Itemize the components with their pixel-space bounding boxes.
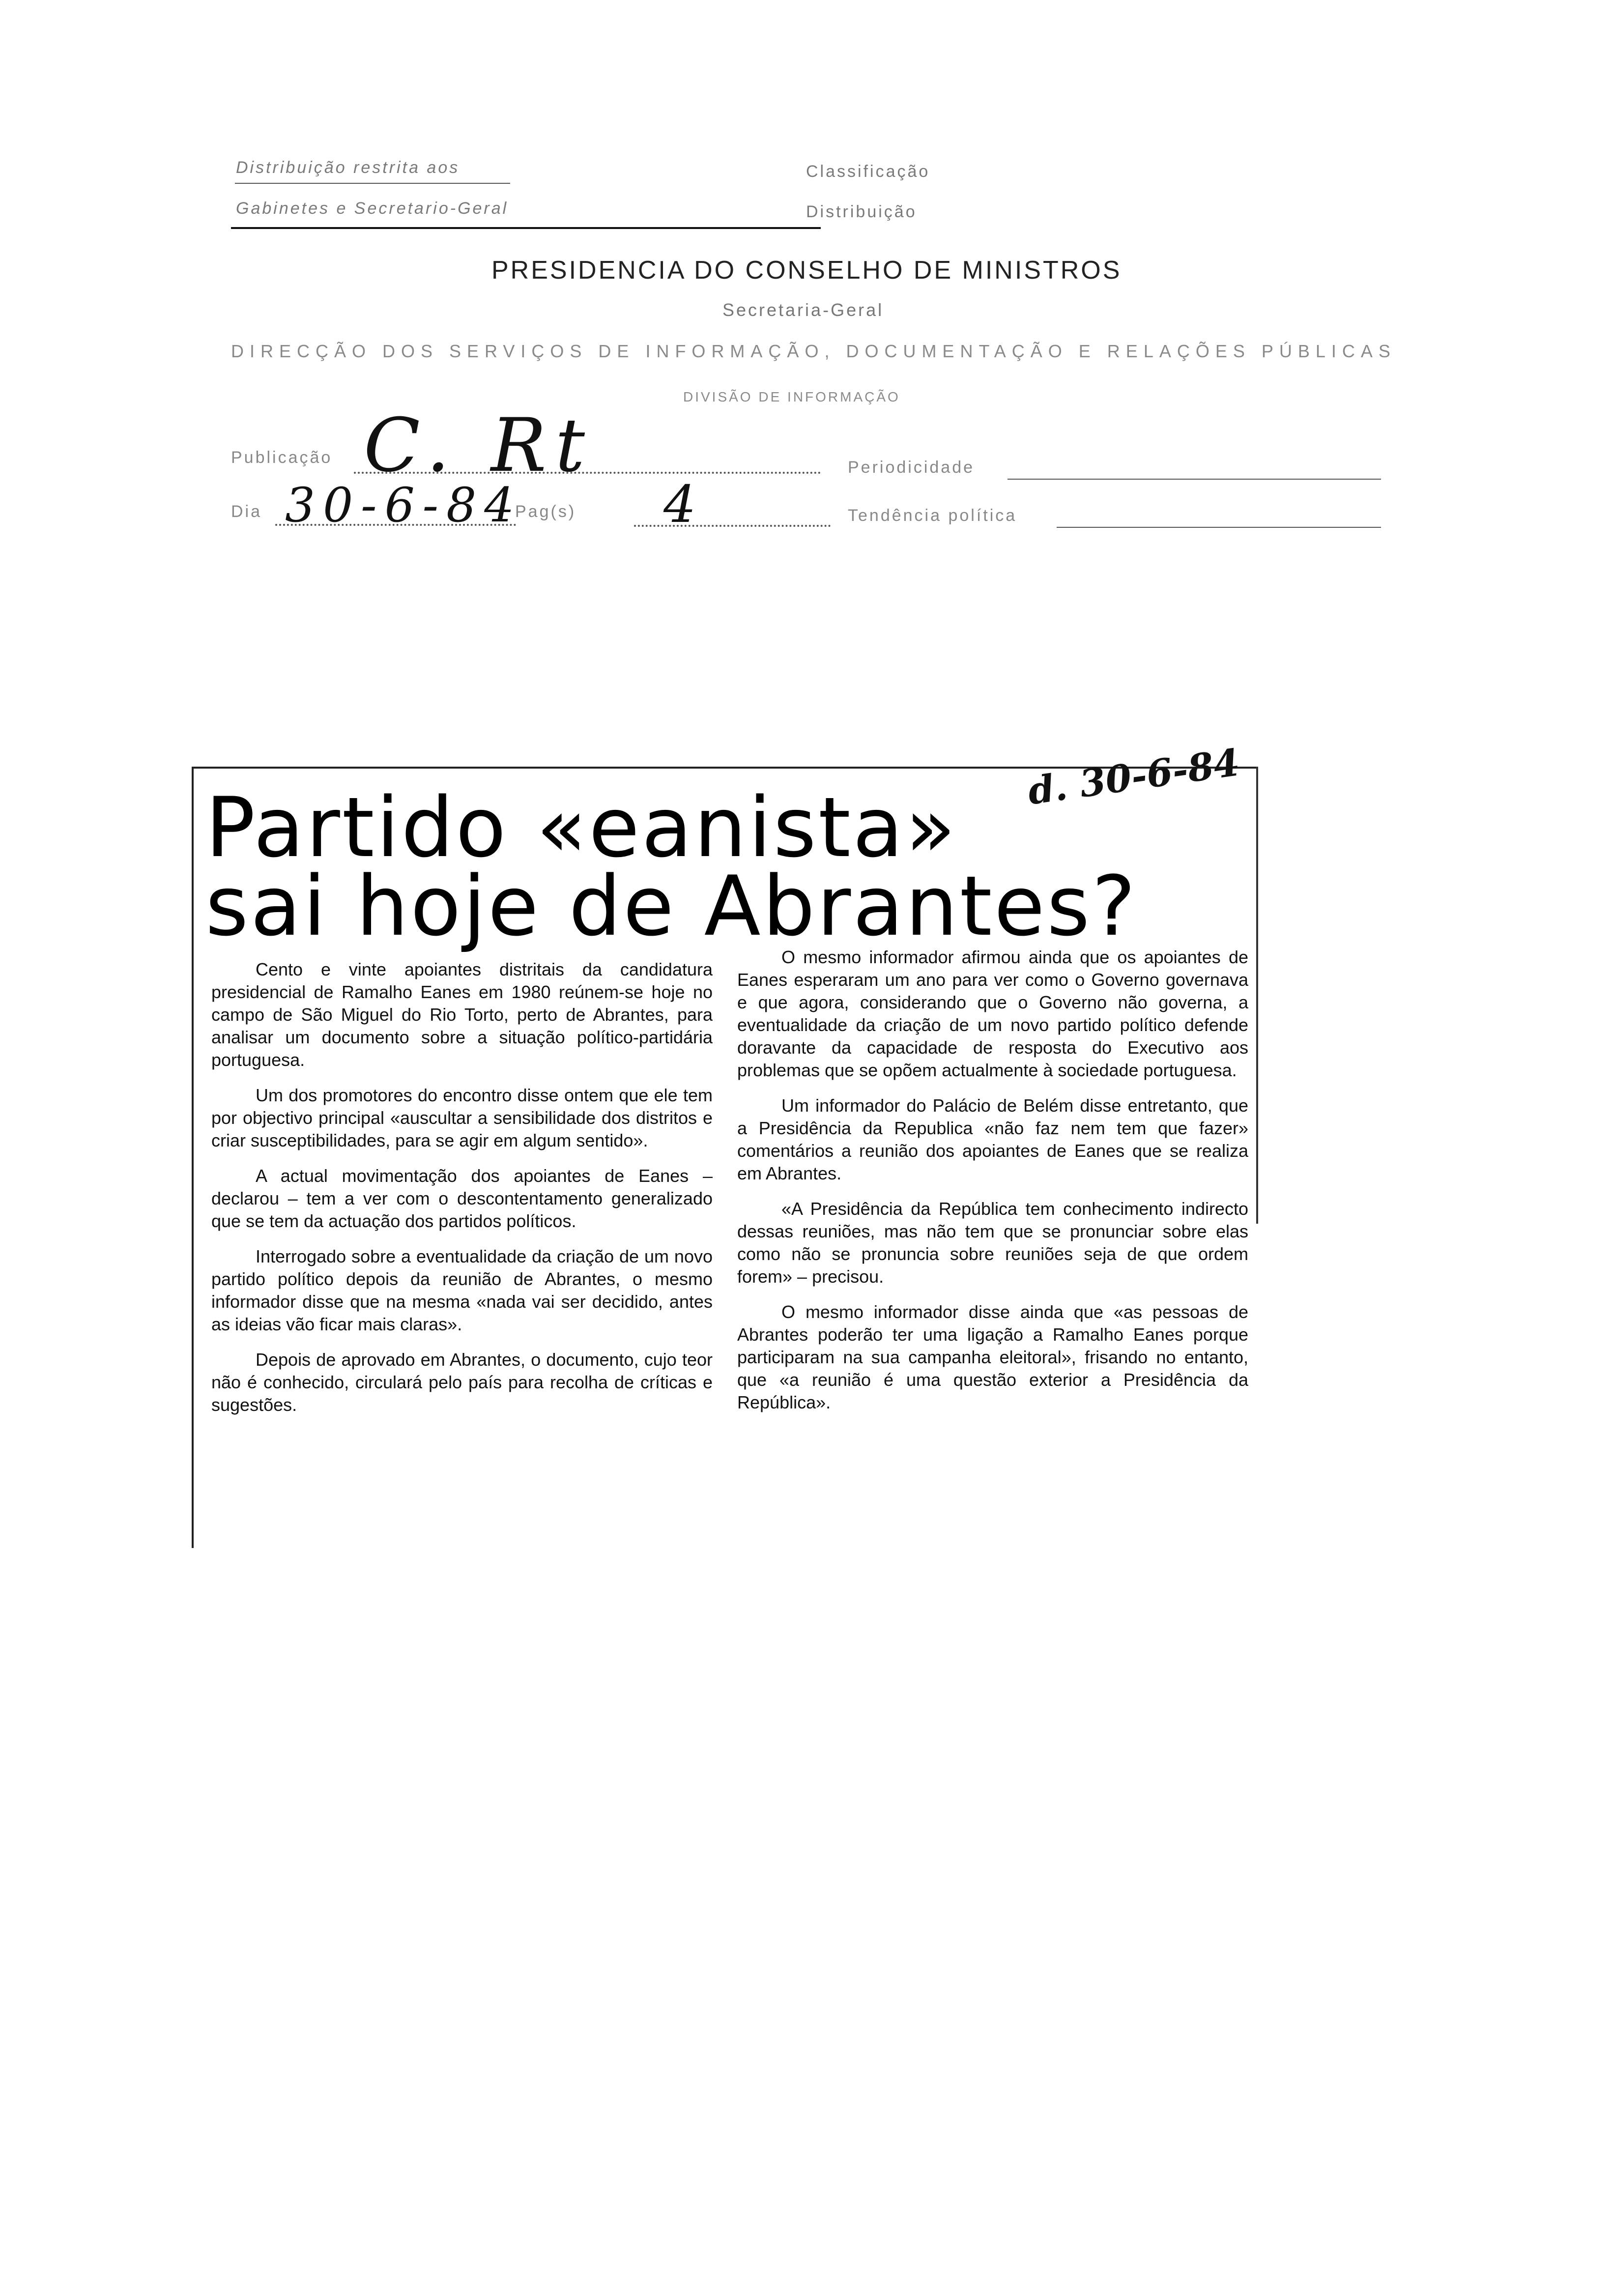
handwritten-date-note: d. 30-6-84 [1025,740,1242,813]
tendency-label: Tendência política [848,506,1017,525]
header-rule [231,227,821,229]
page-line [634,525,831,527]
day-label: Dia [231,502,262,521]
classification-label: Classificação [806,162,930,181]
article-right-column [737,946,1248,1427]
secretariat-subtitle: Secretaria-Geral [722,300,884,320]
distribution-underline-1 [235,183,510,184]
division-line: DIVISÃO DE INFORMAÇÃO [683,389,900,404]
article-paragraph: A actual movimentação dos apoiantes de Eanes – declarou – tem a ver com o descontentamento generalizado que se tem da actuação dos partidos políticos. [211,1166,713,1231]
article-paragraph: Um informador do Palácio de Belém disse entretanto, que a Presidência da Republica «não faz nem tem que fazer» comentários a reunião dos apoiantes de Eanes que se realiza em Abrantes. [737,1095,1248,1183]
publication-label: Publicação [231,448,333,467]
distribution-restriction-line2: Gabinetes e Secretario-Geral [236,199,509,218]
periodicity-label: Periodicidade [848,458,975,477]
day-line [275,524,516,526]
article-paragraph: O mesmo informador disse ainda que «as pessoas de Abrantes poderão ter uma ligação a Ramalho Eanes porque participaram na sua campanha eleitoral», frisando no entanto, que «a reunião é uma questão exterior a Presidência da República». [737,1302,1248,1412]
clipping-left-border [192,767,194,1548]
distribution-label: Distribuição [806,202,917,221]
publication-line [354,472,821,474]
tendency-line [1057,527,1381,528]
article-paragraph: Um dos promotores do encontro disse ontem que ele tem por objectivo principal «auscultar a sensibilidade dos distritos e criar susceptibilidades, para se agir em algum sentido». [211,1085,713,1150]
article-paragraph: Cento e vinte apoiantes distritais da candidatura presidencial de Ramalho Eanes em 1980 reúnem-se hoje no campo de São Miguel do Rio Torto, perto de Abrantes, para analisar um documento sobre a situação político-partidária portuguesa. [211,959,713,1070]
article-paragraph: Interrogado sobre a eventualidade da criação de um novo partido político depois da reunião de Abrantes, o mesmo informador disse que na mesma «nada vai ser decidido, antes as ideias vão ficar mais claras». [211,1246,713,1334]
page-label: Pag(s) [515,502,576,521]
article-left-column [211,958,713,1429]
periodicity-line [1008,479,1381,480]
directorate-line: DIRECÇÃO DOS SERVIÇOS DE INFORMAÇÃO, DOCUMENTAÇÃO E RELAÇÕES PÚBLICAS [231,341,1396,361]
page-value: 4 [663,474,696,534]
institution-title: PRESIDENCIA DO CONSELHO DE MINISTROS [491,256,1122,285]
article-paragraph: «A Presidência da República tem conhecimento indirecto dessas reuniões, mas não tem que se pronunciar sobre elas como não se pronuncia sobre reuniões seja de que ordem forem» – precisou. [737,1199,1248,1287]
headline-line1: Partido «eanista» [205,779,958,876]
headline-line2: sai hoje de Abrantes? [205,858,1138,954]
article-paragraph: Depois de aprovado em Abrantes, o documento, cujo teor não é conhecido, circulará pelo país para recolha de críticas e sugestões. [211,1349,713,1415]
publication-value: C. Rt [364,403,594,488]
newspaper-clipping [192,740,1263,1553]
clipping-right-border [1256,767,1258,1224]
article-paragraph: O mesmo informador afirmou ainda que os apoiantes de Eanes esperaram um ano para ver como o Governo governava e que agora, considerando que o Governo não governa, a eventualidade da criação de um novo partido político defende doravante da capacidade de resposta do Executivo aos problemas que se opõem actualmente à sociedade portuguesa. [737,947,1248,1080]
distribution-restriction-line1: Distribuição restrita aos [236,158,460,177]
day-value: 30-6-84 [285,478,522,533]
